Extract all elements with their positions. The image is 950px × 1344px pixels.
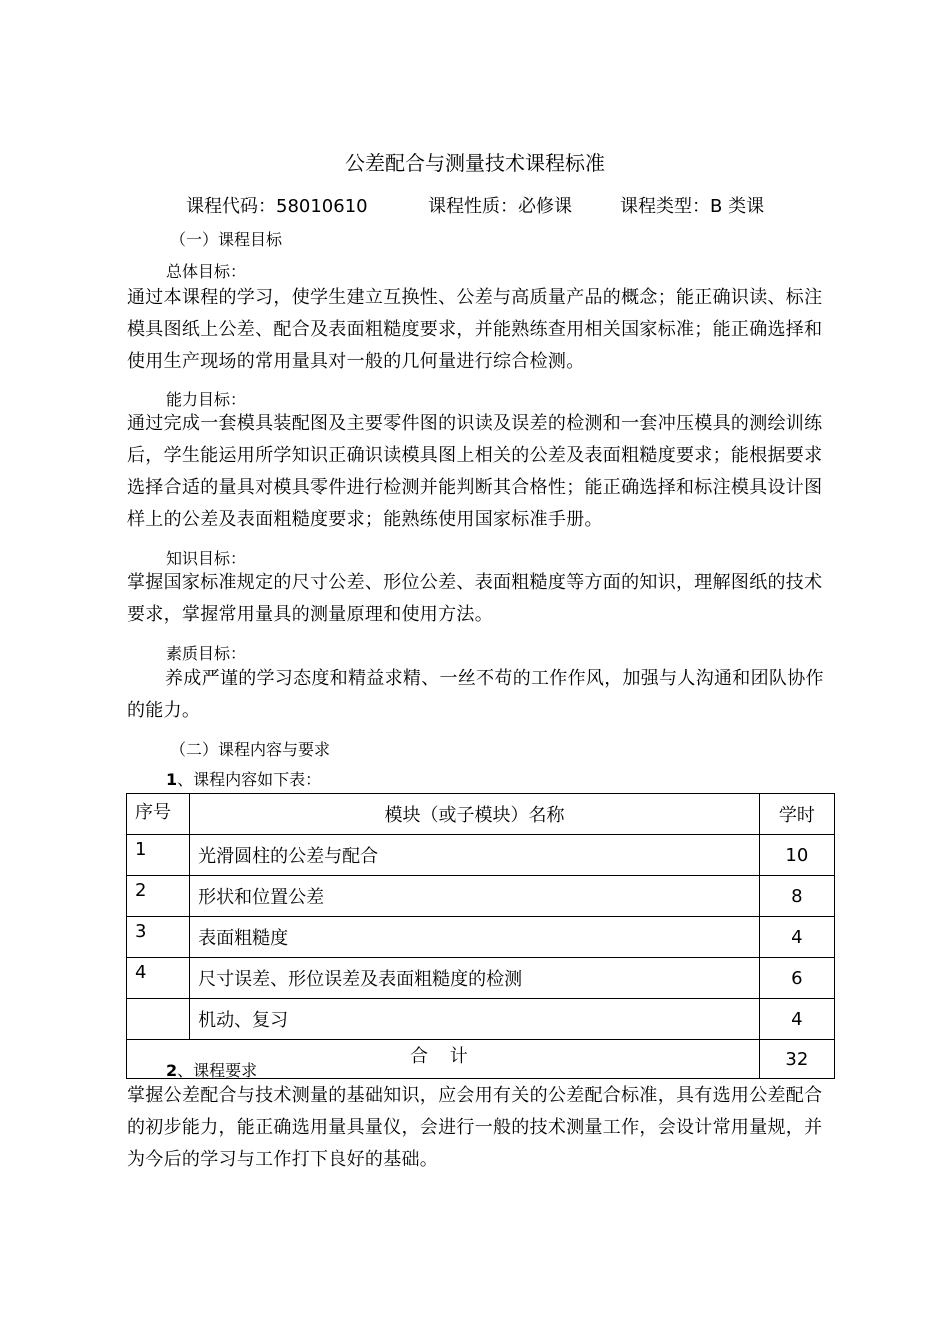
row-hours: 8 [759,876,834,917]
content-item-heading [166,767,321,790]
row-module-name: 光滑圆柱的公差与配合 [190,835,760,876]
knowledge-goal-label: 知识目标： [166,549,247,568]
quality-goal-label: 素质目标： [166,644,247,663]
ability-goal-text: 通过完成一套模具装配图及主要零件图的识读及误差的检测和一套冲压模具的测绘训练后，学生能运用所学知识正确识读模具图上相关的公差及表面粗糙度要求；能根据要求选择合适的量具对模具零件进行检测并能判断其合格性；能正确选择和标注模具设计图样上的公差及表面粗糙度要求；能熟练使用国家标准手册。 [127,413,823,530]
total-hours: 32 [759,1040,834,1079]
row-hours: 6 [759,958,834,999]
header-module-name: 模块（或子模块）名称 [190,794,760,835]
section-heading-goals: （一）课程目标 [170,230,283,249]
document-title: 公差配合与测量技术课程标准 [345,151,605,175]
header-hours: 学时 [759,794,834,835]
row-module-name: 表面粗糙度 [190,917,760,958]
row-module-name: 形状和位置公差 [190,876,760,917]
row-index: 1 [127,835,190,876]
content-item-number: 1 [166,770,178,789]
header-index: 序号 [127,794,190,835]
knowledge-goal-text: 掌握国家标准规定的尺寸公差、形位公差、表面粗糙度等方面的知识，理解图纸的技术要求，掌握常用量具的测量原理和使用方法。 [127,572,823,625]
row-index: 3 [127,917,190,958]
table-row [127,876,835,917]
table-row [127,999,835,1040]
section-heading-content: （二）课程内容与要求 [170,740,331,759]
requirements-item-heading [166,1058,257,1081]
row-hours: 10 [759,835,834,876]
table-header-row [127,794,835,835]
overall-goal-label: 总体目标： [166,262,247,281]
requirements-item-label: 、课程要求 [177,1061,258,1080]
course-nature: 课程性质：必修课 [428,196,572,217]
course-code: 课程代码：58010610 [186,196,368,217]
row-index: 4 [127,958,190,999]
row-index [127,999,190,1040]
total-label: 合 计 [127,1040,760,1079]
ability-goal-label: 能力目标： [166,390,247,409]
content-item-label: 、课程内容如下表： [177,770,322,789]
requirements-item-number: 2 [166,1061,178,1080]
table-row [127,835,835,876]
requirements-text: 掌握公差配合与技术测量的基础知识，应会用有关的公差配合标准，具有选用公差配合的初步能力，能正确选用量具量仪，会进行一般的技术测量工作，会设计常用量规，并为今后的学习与工作打下良好的基础。 [127,1085,823,1170]
row-module-name: 尺寸误差、形位误差及表面粗糙度的检测 [190,958,760,999]
row-hours: 4 [759,917,834,958]
row-hours: 4 [759,999,834,1040]
row-module-name: 机动、复习 [190,999,760,1040]
row-index: 2 [127,876,190,917]
table-row [127,958,835,999]
quality-goal-text: 养成严谨的学习态度和精益求精、一丝不苟的工作作风，加强与人沟通和团队协作的能力。 [127,668,824,721]
table-row [127,917,835,958]
course-type: 课程类型：B 类课 [620,196,765,217]
overall-goal-text: 通过本课程的学习，使学生建立互换性、公差与高质量产品的概念；能正确识读、标注模具图纸上公差、配合及表面粗糙度要求，并能熟练查用相关国家标准；能正确选择和使用生产现场的常用量具对一般的几何量进行综合检测。 [127,287,823,372]
course-content-table [126,793,835,1079]
